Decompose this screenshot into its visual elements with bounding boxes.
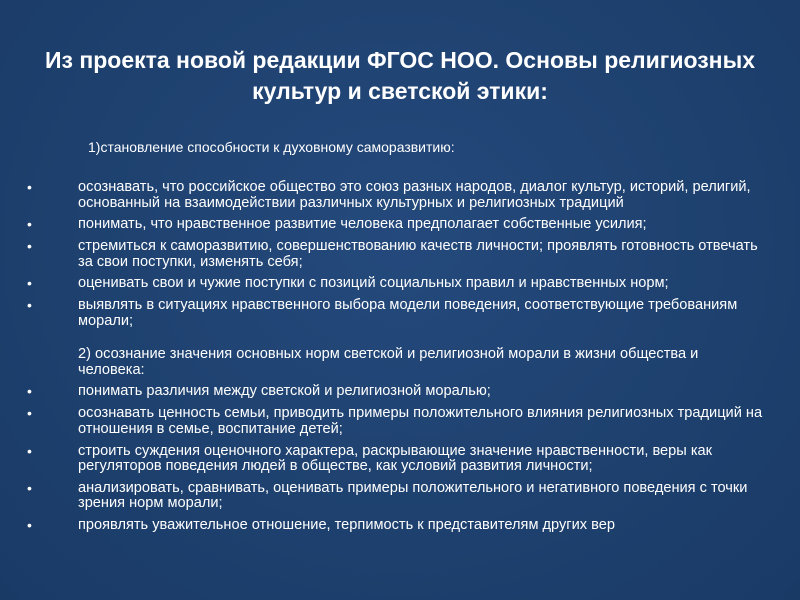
list-item: [0, 481, 800, 512]
bullet-icon: •: [27, 179, 32, 195]
bullet-icon: •: [27, 275, 32, 292]
list-item-text: осознавать, что российское общество это союз разных народов, диалог культур, историй, религий, основанный на взаимодействии различных культурных и религиозных традиций: [78, 179, 751, 211]
list-item: [0, 518, 800, 534]
slide-title: Из проекта новой редакции ФГОС НОО. Основы религиозных культур и светской этики:: [44, 47, 756, 104]
list-item-text: анализировать, сравнивать, оценивать примеры положительного и негативного поведения с точки зрения норм морали;: [78, 479, 748, 512]
section-heading-text: 2) осознание значения основных норм светской и религиозной морали в жизни общества и человека:: [78, 346, 699, 378]
list-item-text: строить суждения оценочного характера, раскрывающие значение нравственности, веры как регуляторов поведения людей в обществе, как условий развития личности;: [78, 442, 713, 475]
list-item: [0, 384, 800, 400]
list-item: [0, 217, 800, 233]
list-item: [0, 276, 800, 292]
list-item-text: понимать различия между светской и религиозной моралью;: [78, 383, 491, 400]
bullet-list: [0, 180, 800, 540]
list-item-text: осознавать ценность семьи, приводить примеры положительного влияния религиозных традиций на отношения в семье, воспитание детей;: [78, 405, 763, 437]
bullet-icon: •: [27, 297, 32, 314]
bullet-icon: •: [27, 216, 32, 233]
bullet-icon: •: [27, 238, 32, 255]
list-item-text: оценивать свои и чужие поступки с позиций социальных правил и нравственных норм;: [78, 275, 669, 292]
list-item: [0, 444, 800, 475]
list-item-text: понимать, что нравственное развитие человека предполагает собственные усилия;: [78, 216, 647, 233]
bullet-icon: •: [27, 383, 32, 400]
bullet-icon: •: [27, 405, 32, 422]
section-heading: [0, 347, 800, 378]
list-item-text: проявлять уважительное отношение, терпимость к представителям других вер: [78, 517, 615, 534]
bullet-icon: •: [27, 479, 32, 496]
list-item: [0, 239, 800, 270]
list-item-text: стремиться к саморазвитию, совершенствованию качеств личности; проявлять готовность отвечать за свои поступки, изменять себя;: [78, 238, 758, 270]
list-item-text: выявлять в ситуациях нравственного выбора модели поведения, соответствующие требованиям морали;: [78, 297, 738, 329]
intro-text: 1)становление способности к духовному саморазвитию:: [88, 139, 455, 155]
list-item: [0, 406, 800, 437]
bullet-icon: •: [27, 442, 32, 459]
list-item: [0, 298, 800, 329]
list-item: [0, 180, 800, 211]
bullet-icon: •: [27, 517, 32, 534]
